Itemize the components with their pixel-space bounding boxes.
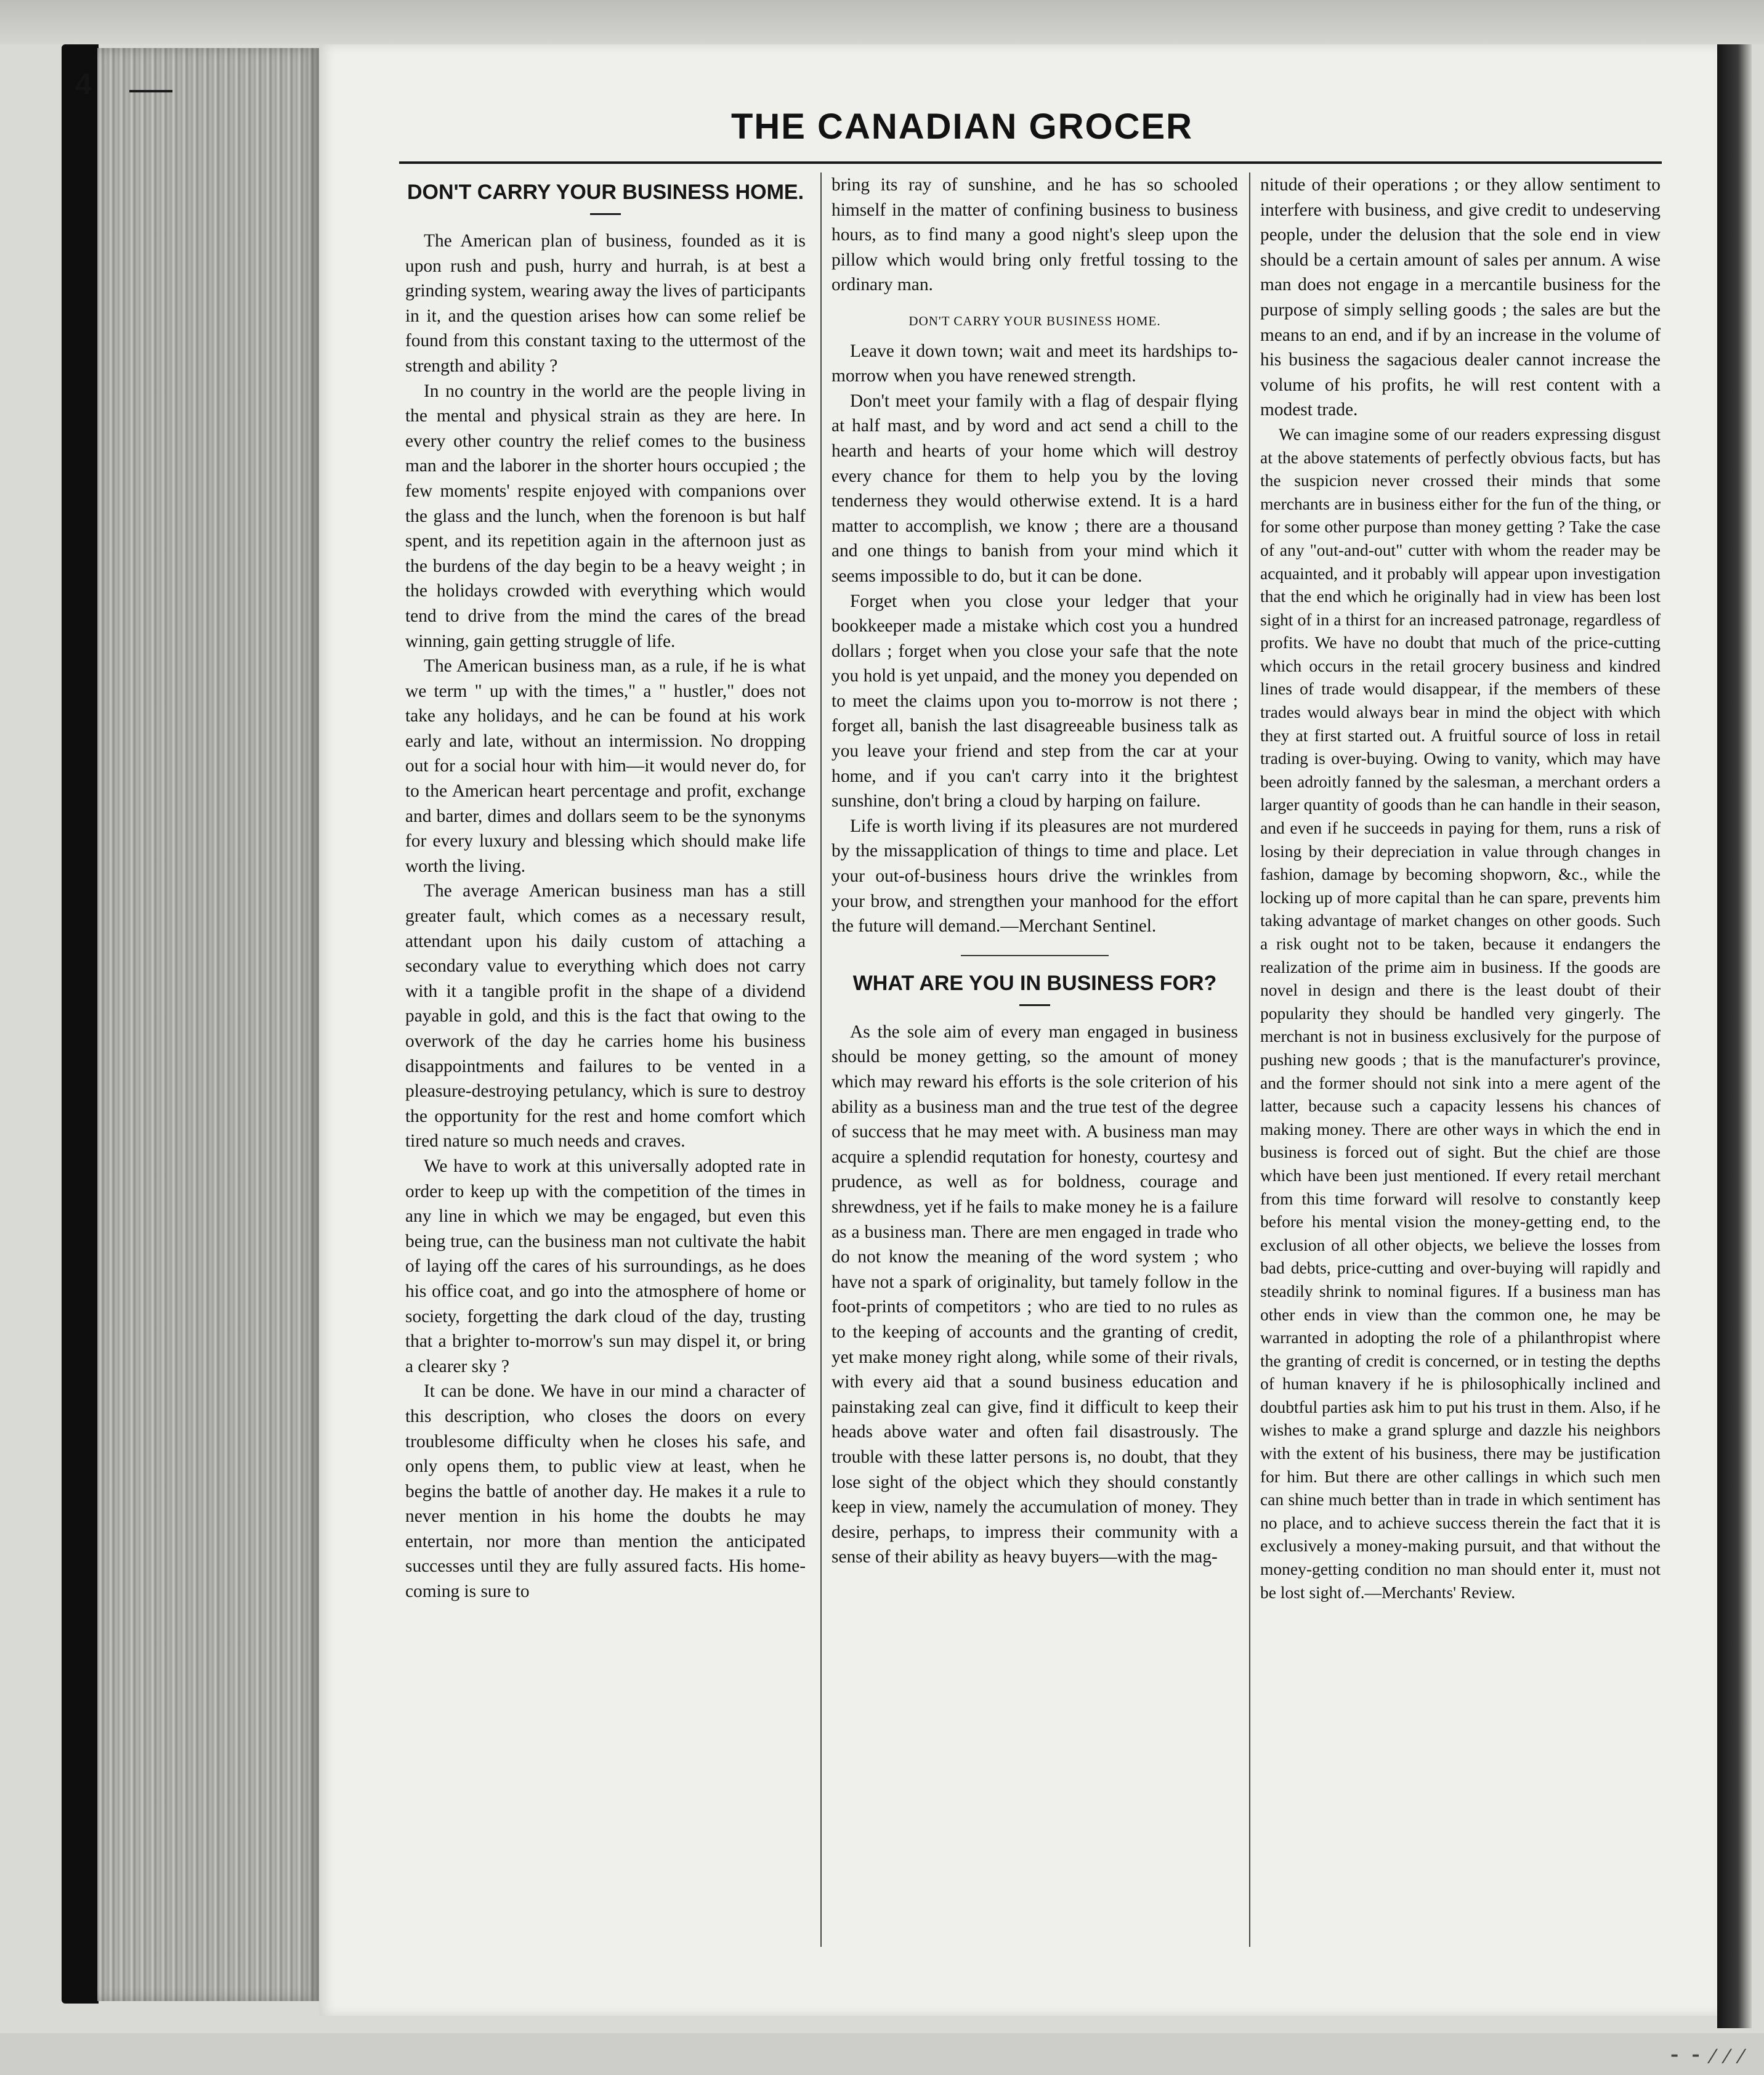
article-separator — [961, 955, 1109, 956]
masthead-rule — [399, 161, 1662, 164]
article-headline: DON'T CARRY YOUR BUSINESS HOME. — [407, 181, 804, 204]
page-number: 4 — [75, 68, 92, 101]
paragraph: In no country in the world are the people living in the mental and physical strain as they are here. In every other country the relief comes to the business man and the laborer in the shorter hours occupied ; the few moments' respite enjoyed with companions over the glass and the lunch, when the forenoon is but half spent, and its repetition again in the afternoon just as the burdens of the day begin to be a heavy weight ; in the holidays crowded with everything which would tend to drive from the mind the cares of the bread winning, gain getting struggle of life. — [405, 381, 806, 651]
paragraph: We have to work at this universally adopted rate in order to keep up with the competition of the times in any line in which we may be engaged, but even this being true, can the business man not cultivate the habit of laying off the cares of his surroundings, as he does his office coat, and go into the atmosphere of home or society, forgetting the dark cloud of the day, trusting that a brighter to-morrow's sun may dispel it, or bring a clearer sky ? — [405, 1156, 806, 1376]
column-rule-1 — [820, 173, 822, 1947]
column-1 — [405, 173, 806, 1604]
margin-scribble: ⁃ ⁃ ⁄ ⁄ ⁄ — [1669, 2045, 1746, 2068]
book-binding — [62, 44, 99, 2004]
paragraph: We can imagine some of our readers expressing disgust at the above statements of perfectly obvious facts, but has the suspicion never crossed their minds that some merchants are in business either for the fun of the thing, or for some other purpose than money getting ? Take the case of any "out-and-out" cutter with whom the reader may be acquainted, and it probably will appear upon investigation that the end which he originally had in view has been lost sight of in a thirst for an increased patronage, regardless of profits. We have no doubt that much of the price-cutting which occurs in the retail grocery business and kindred lines of trade would disappear, if the members of these trades would always bear in mind the object with which they at first started out. A fruitful source of loss in retail trading is over-buying. Owing to vanity, which may have been adroitly fanned by the salesman, a merchant orders a larger quantity of goods than he can handle in their season, and even if he succeeds in paying for them, runs a risk of losing by their depreciation in value through changes in fashion, damage by becoming shopworn, &c., while the locking up of more capital than he can spare, prevents him taking advantage of market changes on other goods. Such a risk ought not to be taken, because it endangers the realization of the prime aim in business. If the goods are novel in design and there is the least doubt of their popularity they should be handled very gingerly. The merchant is not in business exclusively for the purpose of pushing new goods ; that is the manufacturer's province, and the former should not sink into a mere agent of the latter, because such a capacity lessens his chances of making money. There are other ways in which the end in business is forced out of sight. But the chief are those which have been just mentioned. If every retail merchant from this time forward will resolve to constantly keep before his mental vision the money-getting end, to the exclusion of all other objects, we believe the losses from bad debts, price-cutting and over-buying will rapidly and steadily shrink to nominal figures. If a business man has other ends in view than the common one, he may be warranted in adopting the role of a philanthropist where the granting of credit is concerned, or in testing the depths of human knavery if he is philosophically inclined and doubtful parties ask him to put his trust in them. Also, if he wishes to make a grand splurge and dazzle his neighbors with the extent of his business, there may be justification for him. But there are other callings in which such men can shine much better than in trade in which sentiment has no place, and to achieve success therein the fact that it is exclusively a money-making pursuit, and that without the money-getting condition no man should enter it, must not be lost sight of.—Merchants' Review. — [1260, 424, 1661, 1602]
column-rule-2 — [1249, 173, 1250, 1947]
paragraph: Life is worth living if its pleasures are not murdered by the missapplication of things to time and place. Let your out-of-business hours drive the wrinkles from your brow, and strengthen your manhood for the effort the future will demand.—Merchant Sentinel. — [831, 816, 1238, 936]
paragraph: The American plan of business, founded as it is upon rush and push, hurry and hurrah, is at best a grinding system, wearing away the lives of participants in it, and the question arises how can some relief be found from this constant taxing to the uttermost of the strength and ability ? — [405, 231, 806, 376]
headline-dash — [590, 213, 621, 215]
paragraph: It can be done. We have in our mind a character of this description, who closes the doors on every troublesome difficulty when he closes his safe, and only opens them, to public view at least, when he begins the battle of another day. He makes it a rule to never mention in his home the doubts he may entertain, nor more than mention the anticipated successes until they are fully assured facts. His home-coming is sure to — [405, 1381, 806, 1602]
column-3 — [1260, 173, 1661, 1604]
article-subhead: DON'T CARRY YOUR BUSINESS HOME. — [908, 313, 1161, 328]
masthead: THE CANADIAN GROCER — [730, 107, 1194, 147]
paragraph: Forget when you close your ledger that your bookkeeper made a mistake which cost you a hundred dollars ; forget when you close your safe that the note you hold is yet unpaid, and the money you depended on to meet the claims upon you to-morrow is not there ; forget all, banish the last disagreeable business talk as you leave your friend and step from the car at your home, and if you can't carry into it the brightest sunshine, don't bring a cloud by harping on failure. — [831, 591, 1238, 811]
scan-top-margin — [0, 0, 1764, 44]
article-headline: WHAT ARE YOU IN BUSINESS FOR? — [852, 971, 1217, 995]
paragraph: Don't meet your family with a flag of despair flying at half mast, and by word and act send a chill to the hearth and hearts of your home which will destroy every chance for them to help you by the loving tenderness they would otherwise extend. It is a hard matter to accomplish, we know ; there are a thousand and one things to banish from your mind which it seems impossible to do, but it can be done. — [831, 391, 1238, 586]
paragraph: The American business man, as a rule, if he is what we term " up with the times," a " hustler," does not take any holidays, and he can be found at his work early and late, without an intermission. No dropping out for a social hour with him—it would never do, for to the American heart percentage and profit, exchange and barter, dimes and dollars seem to be the synonyms for every luxury and blessing which should make life worth the living. — [405, 656, 806, 876]
column-2 — [831, 173, 1238, 1570]
right-cover-edge — [1717, 44, 1752, 2028]
page-edges — [97, 48, 319, 2001]
scan-bottom-margin — [0, 2033, 1764, 2075]
headline-dash — [1019, 1004, 1050, 1006]
pencil-mark — [129, 90, 172, 92]
paragraph: The average American business man has a still greater fault, which comes as a necessary result, attendant upon his daily custom of attaching a secondary value to everything which does not carry with it a tangible profit in the shape of a dividend payable in gold, and this is the fact that owing to the overwork of the day he carries home his business disappointments and failures to be vented in a pleasure-destroying petulancy, which is sure to destroy the opportunity for the rest and home comfort which tired nature so much needs and craves. — [405, 881, 806, 1151]
paragraph-continued: bring its ray of sunshine, and he has so schooled himself in the matter of confining business to business hours, as to find many a good night's sleep upon the pillow which would bring only fretful tossing to the ordinary man. — [831, 175, 1238, 295]
paragraph-continued: nitude of their operations ; or they allow sentiment to interfere with business, and give credit to undeserving people, under the delusion that the sole end in view should be a certain amount of sales per annum. A wise man does not engage in a mercantile business for the purpose of simply selling goods ; the sales are but the means to an end, and if by an increase in the volume of his business the sagacious dealer cannot increase the volume of his profits, he will rest content with a modest trade. — [1260, 175, 1661, 420]
paragraph: As the sole aim of every man engaged in business should be money getting, so the amount of money which may reward his efforts is the sole criterion of his ability as a business man and the true test of the degree of success that he may meet with. A business man may acquire a splendid requtation for honesty, courtesy and prudence, as well as for boldness, courage and shrewdness, yet if he fails to make money he is a failure as a business man. There are men engaged in trade who do not know the meaning of the word system ; who have not a spark of originality, but tamely follow in the foot-prints of competitors ; who are tied to no rules as to the keeping of accounts and the granting of credit, yet make money right along, while some of their rivals, with every aid that a sound business education and painstaking zeal can give, find it difficult to keep their heads above water and often fail disastrously. The trouble with these latter persons is, no doubt, that they lose sight of the object which they should constantly keep in view, namely the accumulation of money. They desire, perhaps, to impress their community with a sense of their ability as heavy buyers—with the mag- — [831, 1021, 1238, 1567]
paragraph: Leave it down town; wait and meet its hardships to-morrow when you have renewed strength. — [831, 341, 1238, 386]
